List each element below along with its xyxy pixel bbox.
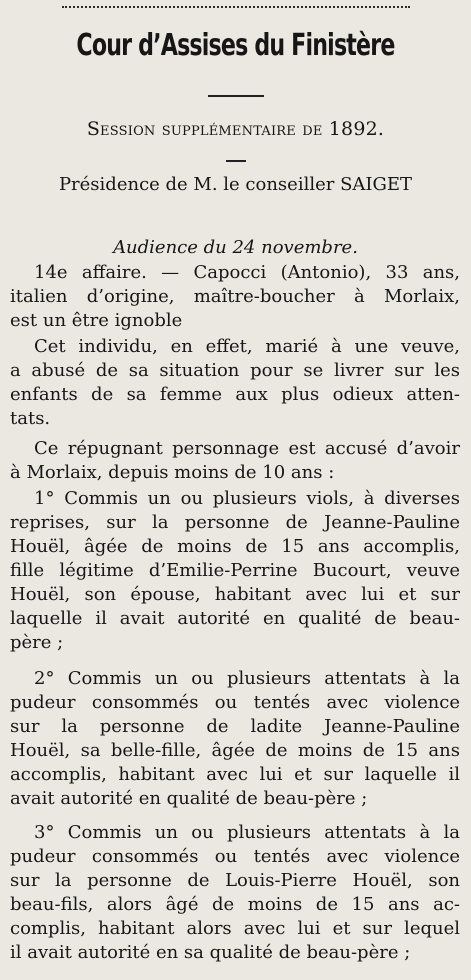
text-line: Houël, son épouse, habitant avec lui et sur — [10, 584, 460, 605]
text-line: tats. — [10, 408, 51, 429]
presidence-line: Présidence de M. le conseiller SAIGET — [58, 174, 413, 195]
text-line: Ce répugnant personnage est accusé d’avoir — [34, 438, 460, 459]
article-title: Cour d’Assises du Finistère — [76, 28, 395, 63]
text-line: 14e affaire. — Capocci (Antonio), 33 ans, — [34, 262, 460, 283]
text-line: a abusé de sa situation pour se livrer sur les — [10, 360, 460, 381]
text-line: enfants de sa femme aux plus odieux atten- — [10, 384, 460, 405]
text-line: Houël, sa belle-fille, âgée de moins de 15 ans — [10, 740, 460, 761]
text-line: sur la personne de ladite Jeanne-Pauline — [10, 716, 460, 737]
text-line: reprises, sur la personne de Jeanne-Pauline — [10, 512, 460, 533]
text-line: est un être ignoble — [10, 310, 183, 331]
session-divider — [226, 160, 246, 162]
text-line: complis, habitant alors avec lui et sur lequel — [10, 918, 460, 939]
audience-heading: Audience du 24 novembre. — [113, 237, 358, 258]
title-divider — [208, 95, 264, 97]
text-line: Houël, âgée de moins de 15 ans accomplis, — [10, 536, 460, 557]
text-line: 2° Commis un ou plusieurs attentats à la — [34, 668, 460, 689]
text-line: laquelle il avait autorité en qualité de beau- — [10, 608, 460, 629]
text-line: pudeur consommés ou tentés avec violence — [10, 846, 460, 867]
text-line: avait autorité en qualité de beau-père ; — [10, 788, 368, 809]
text-line: accomplis, habitant avec lui et sur laquelle il — [10, 764, 460, 785]
text-line: 1° Commis un ou plusieurs viols, à diverses — [34, 488, 460, 509]
text-line: Cet individu, en effet, marié à une veuve, — [34, 336, 460, 357]
text-line: sur la personne de Louis-Pierre Houël, son — [10, 870, 460, 891]
text-line: père ; — [10, 632, 64, 653]
text-line: fille légitime d’Emilie-Perrine Bucourt, veuve — [10, 560, 460, 581]
text-line: pudeur consommés ou tentés avec violence — [10, 692, 460, 713]
top-dotted-rule — [62, 6, 410, 8]
text-line: 3° Commis un ou plusieurs attentats à la — [34, 822, 460, 843]
text-line: à Morlaix, depuis moins de 10 ans : — [10, 462, 335, 483]
text-line: beau-fils, alors âgé de moins de 15 ans ac- — [10, 894, 460, 915]
session-heading: Session supplémentaire de 1892. — [86, 118, 385, 140]
text-line: italien d’origine, maître-boucher à Morlaix, — [10, 286, 460, 307]
text-line: il avait autorité en sa qualité de beau-père ; — [10, 942, 411, 963]
